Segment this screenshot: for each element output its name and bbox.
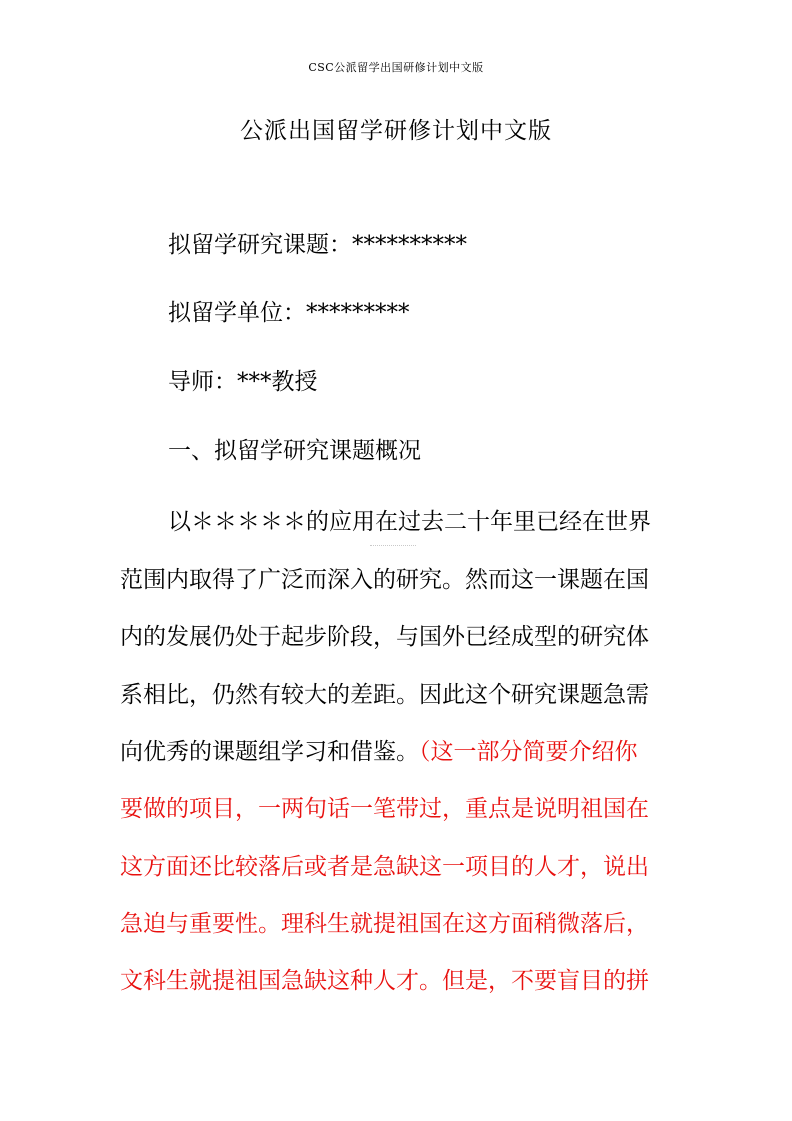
body-paragraph-line: 系相比，仍然有较大的差距。因此这个研究课题急需 [120, 682, 649, 708]
advisor-field: 导师：***教授 [168, 369, 318, 395]
body-paragraph-line: 范围内取得了广泛而深入的研究。然而这一课题在国 [120, 567, 649, 593]
annotation-line: 文科生就提祖国急缺这种人才。但是，不要盲目的拼 [120, 968, 649, 994]
body-text-black: 向优秀的课题组学习和借鉴。 [120, 739, 419, 765]
annotation-line: 这方面还比较落后或者是急缺这一项目的人才，说出 [120, 854, 649, 880]
body-paragraph-line [120, 723, 680, 781]
running-header: CSC公派留学出国研修计划中文版 [308, 61, 484, 74]
research-topic-field: 拟留学研究课题：********** [168, 232, 467, 258]
section-heading: 一、拟留学研究课题概况 [168, 438, 421, 464]
annotation-text-red: （这一部分简要介绍你 [419, 739, 638, 765]
annotation-line: 急迫与重要性。理科生就提祖国在这方面稍微落后， [120, 911, 649, 937]
host-institution-field: 拟留学单位：********* [168, 300, 410, 326]
document-title: 公派出国留学研修计划中文版 [240, 118, 552, 144]
body-paragraph-line: 内的发展仍处于起步阶段，与国外已经成型的研究体 [120, 624, 649, 650]
annotation-line: 要做的项目，一两句话一笔带过，重点是说明祖国在 [120, 796, 649, 822]
body-paragraph-line: 以＊＊＊＊＊的应用在过去二十年里已经在世界 [168, 509, 651, 535]
